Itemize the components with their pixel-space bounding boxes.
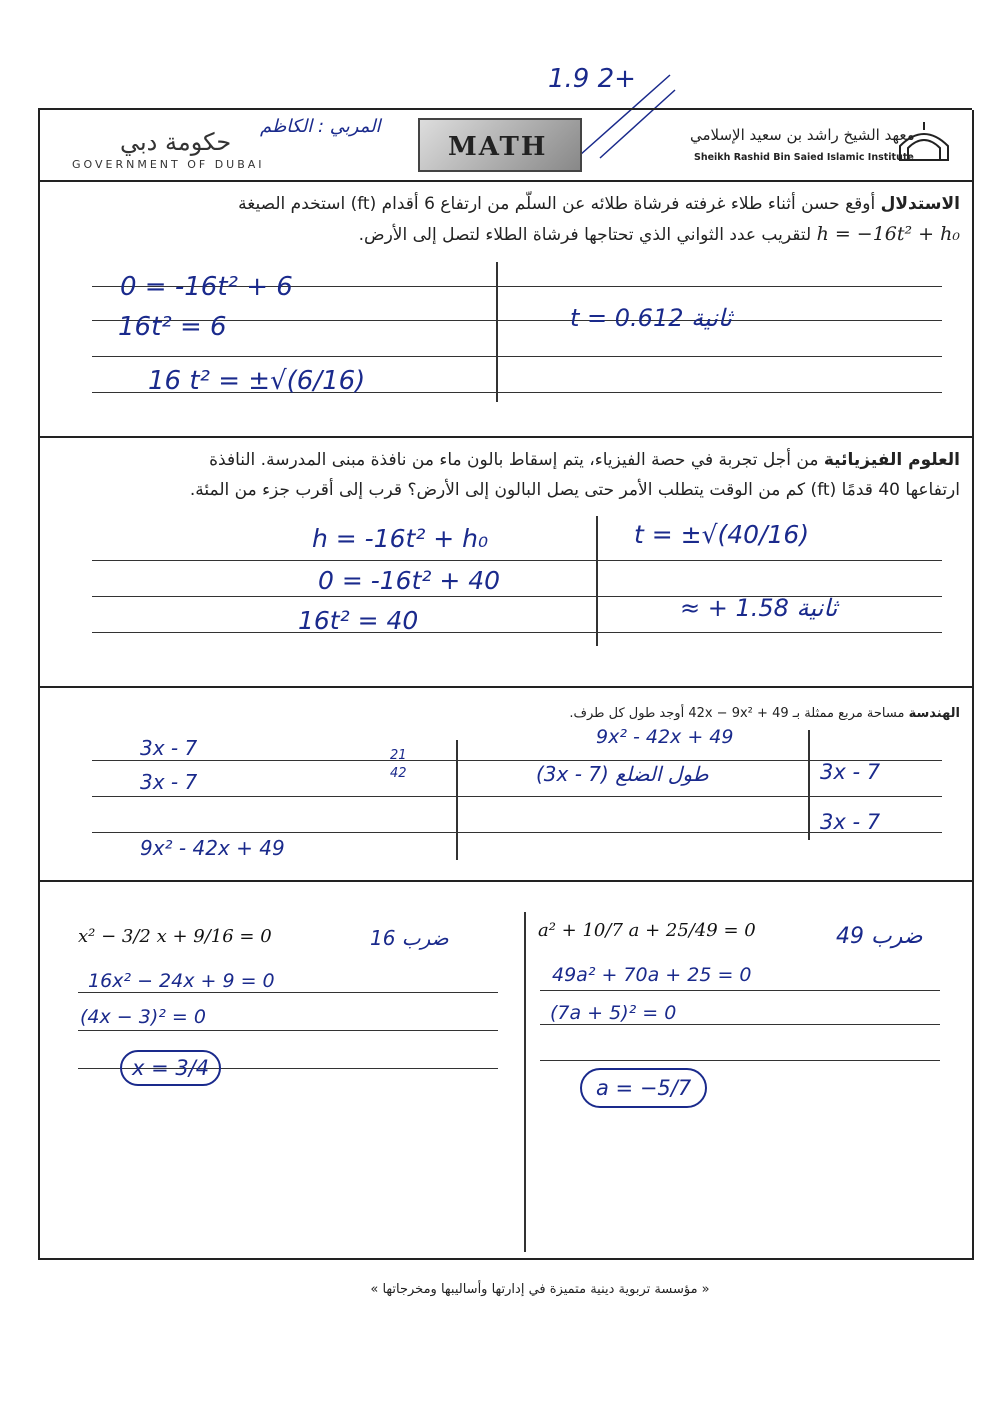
q3-num-2: 42 <box>390 766 407 781</box>
q1-answer: t = 0.612 ثانية <box>570 304 732 332</box>
q3-work-1: 3x - 7 <box>140 736 198 760</box>
q4-multiplier: ضرب 16 <box>370 926 449 950</box>
divider-q1 <box>38 436 972 438</box>
q2-line2 <box>90 476 960 504</box>
q4-equation: x² − 3/2 x + 9/16 = 0 <box>78 926 272 947</box>
divider-q3 <box>38 880 972 882</box>
q3-work-5: (3x - 7) طول الضلع <box>536 762 709 786</box>
q3-label: الهندسة <box>908 706 960 721</box>
math-logo <box>418 118 582 172</box>
government-ar: حكومة دبي <box>120 128 232 156</box>
divider-header <box>38 180 972 182</box>
q3-work-3: 9x² - 42x + 49 <box>140 836 285 860</box>
q1-work-2: 16t² = 6 <box>118 312 227 342</box>
q4-work-2: (4x − 3)² = 0 <box>80 1006 206 1028</box>
teacher-label: المربي : الكاظم <box>260 116 381 137</box>
government-en: GOVERNMENT OF DUBAI <box>72 158 265 171</box>
q2-work-2: 0 = -16t² + 40 <box>318 566 501 595</box>
q1-text2: لتقريب عدد الثواني الذي تحتاجها فرشاة الطلاء لتصل إلى الأرض. <box>358 225 812 245</box>
q1-line1 <box>90 190 960 218</box>
divider-q2 <box>38 686 972 688</box>
footer-motto: « مؤسسة تربوية دينية متميزة في إدارتها وأساليبها ومخرجاتها » <box>370 1282 710 1297</box>
q3-num-1: 21 <box>390 748 407 763</box>
q1-work-1: 0 = -16t² + 6 <box>120 272 293 302</box>
q5-answer: a = −5/7 <box>580 1068 707 1108</box>
q1-work-3: 16 t² = ±√(6/16) <box>148 366 366 396</box>
institute-logo-icon <box>896 120 952 162</box>
math-logo-text: MATH <box>448 132 548 162</box>
q1-text1: أوقع حسن أثناء طلاء غرفته فرشاة طلائه عن السلّم من ارتفاع 6 أقدام (ft) استخدم الصيغة <box>238 194 876 214</box>
q4-answer: x = 3/4 <box>120 1050 221 1086</box>
q5-work-1: 49a² + 70a + 25 = 0 <box>552 964 752 986</box>
q5-work-2: (7a + 5)² = 0 <box>550 1002 677 1024</box>
q4-work-1: 16x² − 24x + 9 = 0 <box>88 970 275 992</box>
q3-line <box>430 700 960 728</box>
q2-label: العلوم الفيزيائية <box>823 450 960 470</box>
q3-work-2: 3x - 7 <box>140 770 198 794</box>
q5-equation: a² + 10/7 a + 25/49 = 0 <box>538 920 756 941</box>
q1-label: الاستدلال <box>880 194 960 214</box>
q2-work-3: 16t² = 40 <box>298 606 419 635</box>
q5-multiplier: ضرب 49 <box>836 924 923 949</box>
q2-work-1: h = -16t² + h₀ <box>312 524 489 553</box>
top-handwritten-note: 1.9 2+ <box>548 64 636 94</box>
q3-work-4: 9x² - 42x + 49 <box>596 726 734 748</box>
q3-work-6: 3x - 7 <box>820 760 881 784</box>
institute-ar: معهد الشيخ راشد بن سعيد الإسلامي <box>690 126 915 144</box>
q2-line1 <box>90 446 960 474</box>
divider-bottom <box>38 1258 972 1260</box>
institute-en: Sheikh Rashid Bin Saied Islamic Institute <box>694 152 914 163</box>
q2-text1: من أجل تجربة في حصة الفيزياء، يتم إسقاط بالون ماء من نافذة مبنى المدرسة. النافذة <box>209 450 819 470</box>
q2-work-4: t = ±√(40/16) <box>634 520 810 549</box>
q1-formula: h = −16t² + h₀ <box>816 223 960 245</box>
q3-work-7: 3x - 7 <box>820 810 881 834</box>
q3-text: مساحة مربع ممثلة بـ 49 + 42x − 9x² أوجد طول كل طرف. <box>569 706 905 721</box>
q2-text2: ارتفاعها 40 قدمًا (ft) كم من الوقت يتطلب الأمر حتى يصل البالون إلى الأرض؟ قرب إلى أقرب جزء من المئة. <box>189 480 960 500</box>
q1-line2 <box>90 220 960 249</box>
q2-answer: ≈ + 1.58 ثانية <box>680 594 838 622</box>
divider-top <box>38 108 972 110</box>
